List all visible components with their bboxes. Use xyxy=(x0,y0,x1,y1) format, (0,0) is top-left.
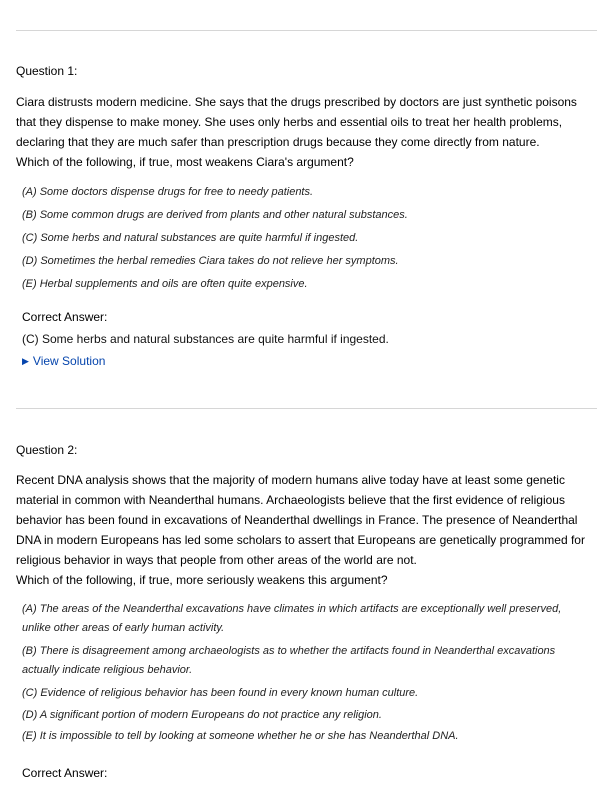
correct-answer-label: Correct Answer: xyxy=(22,766,108,780)
view-solution-toggle[interactable] xyxy=(22,354,105,368)
question-title: Question 1: xyxy=(16,64,78,78)
correct-answer-label: Correct Answer: xyxy=(22,310,108,324)
question-stem xyxy=(16,470,596,590)
answer-option: (E) Herbal supplements and oils are often quite expensive. xyxy=(22,278,308,290)
answer-option: (E) It is impossible to tell by looking at someone whether he or she has Neanderthal DNA. xyxy=(22,730,459,742)
view-solution-label: View Solution xyxy=(32,354,106,368)
answer-options xyxy=(22,600,582,749)
answer-option: (D) Sometimes the herbal remedies Ciara takes do not relieve her symptoms. xyxy=(22,255,399,267)
question-prompt: Which of the following, if true, more seriously weakens this argument? xyxy=(16,573,388,587)
answer-option: (B) There is disagreement among archaeologists as to whether the artifacts found in Neanderthal excavations actually indicate religious behavior. xyxy=(22,645,556,676)
disclosure-triangle-icon: ▶ xyxy=(22,356,29,366)
answer-option: (A) Some doctors dispense drugs for free to needy patients. xyxy=(22,186,314,198)
divider xyxy=(16,408,597,409)
answer-option: (C) Evidence of religious behavior has been found in every known human culture. xyxy=(22,687,419,699)
question-passage: Recent DNA analysis shows that the majority of modern humans alive today have at least some genetic material in common with Neanderthal humans. Archaeologists believe that the first evidence of religious behavior has been found in excavations of Neanderthal dwellings in France. The presence of Neanderthal DNA in modern Europeans has led some scholars to assert that Europeans are genetically programmed for religious behavior in ways that people from other areas of the world are not. xyxy=(16,473,585,567)
question-stem xyxy=(16,92,596,172)
question-title: Question 2: xyxy=(16,443,78,457)
answer-option: (B) Some common drugs are derived from plants and other natural substances. xyxy=(22,209,408,221)
correct-answer-text: (C) Some herbs and natural substances are quite harmful if ingested. xyxy=(22,332,389,346)
question-prompt: Which of the following, if true, most weakens Ciara's argument? xyxy=(16,155,354,169)
answer-option: (C) Some herbs and natural substances are quite harmful if ingested. xyxy=(22,232,359,244)
divider xyxy=(16,30,597,31)
answer-options xyxy=(22,182,582,297)
question-passage: Ciara distrusts modern medicine. She says that the drugs prescribed by doctors are just synthetic poisons that they dispense to make money. She uses only herbs and essential oils to treat her health problems, declaring that they are much safer than prescription drugs because they come directly from nature. xyxy=(16,95,577,149)
answer-option: (D) A significant portion of modern Europeans do not practice any religion. xyxy=(22,708,382,721)
answer-option: (A) The areas of the Neanderthal excavations have climates in which artifacts are exceptionally well preserved, unlike other areas of early human activity. xyxy=(22,603,562,634)
